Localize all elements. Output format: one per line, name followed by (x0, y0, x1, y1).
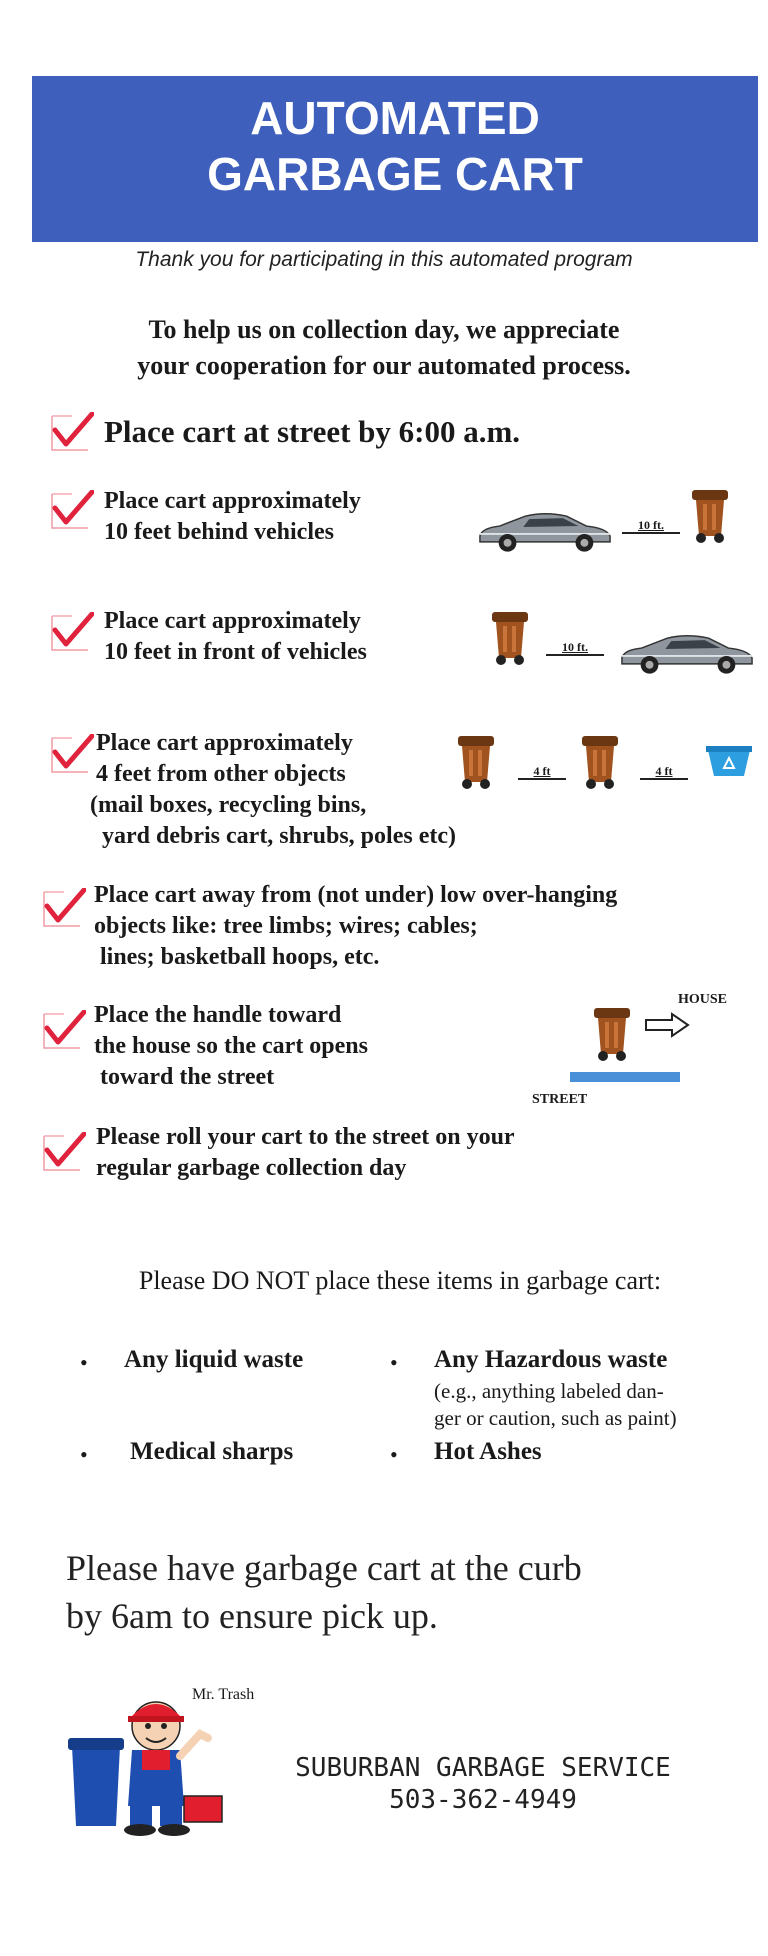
title-line-1: AUTOMATED (250, 92, 540, 144)
intro-text (0, 312, 768, 384)
distance-label: 4 ft (533, 764, 551, 778)
instruction-4: Place cart approximately 4 feet from other objects (mail boxes, recycling bins, yard debris cart, shrubs, poles etc) (90, 730, 456, 849)
distance-label: 10 ft. (638, 518, 664, 532)
company-name: SUBURBAN GARBAGE SERVICE (295, 1753, 671, 1783)
bullet: • (390, 1442, 398, 1467)
instruction-7: Please roll your cart to the street on your regular garbage collection day (96, 1124, 515, 1181)
do-not-item: Medical sharps (130, 1438, 294, 1465)
note-line-2: ger or caution, such as paint) (434, 1406, 677, 1430)
reminder-line-1: Please have garbage cart at the curb (66, 1548, 582, 1588)
check-icon (50, 412, 94, 452)
check-icon (50, 612, 94, 652)
note-line-1: (e.g., anything labeled dan- (434, 1379, 664, 1403)
car-icon (476, 506, 614, 554)
check-icon (42, 888, 86, 928)
distance-line (622, 532, 680, 534)
do-not-item: Any liquid waste (124, 1346, 304, 1373)
reminder-line-2: by 6am to ensure pick up. (66, 1596, 438, 1636)
instruction-5: Place cart away from (not under) low over-hanging objects like: tree limbs; wires; cables; lines; basketball hoops, etc. (94, 882, 618, 970)
check-icon (42, 1132, 86, 1172)
instruction-1: Place cart at street by 6:00 a.m. (104, 414, 521, 449)
check-icon (50, 734, 94, 774)
tagline: Thank you for participating in this automated program (135, 248, 633, 271)
page-title (32, 90, 758, 202)
intro-line-2: your cooperation for our automated process. (137, 351, 631, 380)
distance-line (640, 778, 688, 780)
mascot-icon (66, 1686, 226, 1838)
garbage-cart-icon (592, 1006, 632, 1062)
house-label: HOUSE (678, 992, 728, 1007)
title-line-2: GARBAGE CART (207, 148, 583, 200)
distance-line (546, 654, 604, 656)
garbage-cart-icon (690, 488, 730, 544)
garbage-cart-icon (456, 734, 496, 790)
do-not-item-note (434, 1378, 677, 1432)
street-bar (570, 1072, 680, 1082)
bullet: • (80, 1350, 88, 1375)
do-not-item: Hot Ashes (434, 1438, 542, 1465)
check-icon (50, 490, 94, 530)
arrow-right-icon (644, 1012, 690, 1038)
check-icon (42, 1010, 86, 1050)
do-not-item: Any Hazardous waste (434, 1346, 668, 1373)
mascot-label: Mr. Trash (192, 1686, 255, 1703)
reminder-text (66, 1544, 756, 1640)
distance-label: 4 ft (655, 764, 673, 778)
instruction-6: Place the handle toward the house so the cart opens toward the street (94, 1002, 368, 1090)
instruction-3: Place cart approximately 10 feet in front of vehicles (104, 608, 367, 665)
bullet: • (390, 1350, 398, 1375)
company-info (258, 1752, 708, 1816)
recycling-bin-icon (706, 744, 752, 778)
bullet: • (80, 1442, 88, 1467)
street-label: STREET (532, 1092, 588, 1107)
instruction-2: Place cart approximately 10 feet behind vehicles (104, 488, 361, 545)
distance-label: 10 ft. (562, 640, 588, 654)
header-banner (32, 76, 758, 242)
distance-line (518, 778, 566, 780)
do-not-heading: Please DO NOT place these items in garbage cart: (138, 1266, 662, 1295)
car-icon (618, 628, 756, 676)
company-phone: 503-362-4949 (389, 1785, 577, 1815)
intro-line-1: To help us on collection day, we appreciate (148, 315, 620, 344)
garbage-cart-icon (580, 734, 620, 790)
garbage-cart-icon (490, 610, 530, 666)
